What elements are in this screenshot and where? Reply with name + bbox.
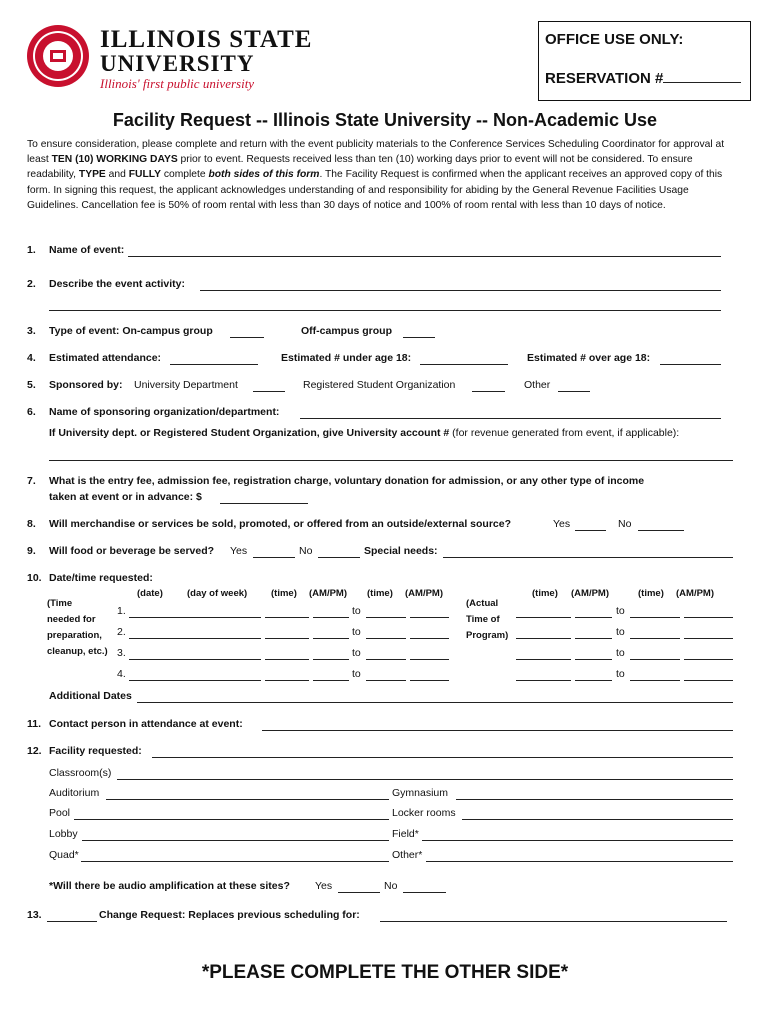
date-row-2-time[interactable] bbox=[265, 626, 309, 639]
q6-label: Name of sponsoring organization/department: bbox=[49, 406, 280, 418]
col-date: (date) bbox=[137, 588, 163, 599]
quad-label: Quad* bbox=[49, 849, 79, 861]
actual-row-1-ampm[interactable] bbox=[575, 605, 612, 618]
actual-row-4-ampm[interactable] bbox=[575, 668, 612, 681]
actual-row-4-end-time[interactable] bbox=[630, 668, 680, 681]
actual-row-2-to: to bbox=[616, 626, 625, 638]
field-field[interactable] bbox=[422, 828, 733, 841]
gymnasium-label: Gymnasium bbox=[392, 787, 449, 799]
actual-row-3-end-time[interactable] bbox=[630, 647, 680, 660]
date-row-3-number: 3. bbox=[117, 647, 126, 659]
reservation-label: RESERVATION # bbox=[545, 70, 741, 87]
pool-field[interactable] bbox=[74, 807, 389, 820]
entry-fee-field[interactable] bbox=[220, 491, 308, 504]
date-row-4-end-ampm[interactable] bbox=[410, 668, 449, 681]
q4-label: Estimated attendance: bbox=[49, 352, 162, 364]
actual-note-3: Program) bbox=[466, 630, 509, 641]
university-department-label: University Department bbox=[134, 379, 238, 391]
date-row-3-time[interactable] bbox=[265, 647, 309, 660]
actual-row-4-time[interactable] bbox=[516, 668, 571, 681]
over-18-field[interactable] bbox=[660, 352, 721, 365]
q1-label: Name of event: bbox=[49, 244, 125, 256]
under-18-label: Estimated # under age 18: bbox=[281, 352, 412, 364]
rso-label: Registered Student Organization bbox=[303, 379, 456, 391]
date-row-3-ampm[interactable] bbox=[313, 647, 349, 660]
logo-line-2: UNIVERSITY bbox=[100, 51, 255, 76]
facility-requested-field[interactable] bbox=[152, 745, 733, 758]
date-row-4-to: to bbox=[352, 668, 361, 680]
university-seal-icon bbox=[26, 24, 90, 88]
prep-note-3: preparation, bbox=[47, 630, 102, 641]
actual-row-1-end-time[interactable] bbox=[630, 605, 680, 618]
university-department-field[interactable] bbox=[253, 379, 285, 392]
date-row-2-end-time[interactable] bbox=[366, 626, 406, 639]
col-ampm-1: (AM/PM) bbox=[309, 588, 347, 599]
additional-dates-field[interactable] bbox=[137, 690, 733, 703]
q7-number: 7. bbox=[27, 475, 36, 487]
date-row-4-ampm[interactable] bbox=[313, 668, 349, 681]
col-day-of-week: (day of week) bbox=[187, 588, 248, 599]
q9-yes-field[interactable] bbox=[253, 545, 295, 558]
q4-number: 4. bbox=[27, 352, 36, 364]
audio-question: *Will there be audio amplification at these sites? bbox=[49, 880, 290, 892]
previous-scheduling-field[interactable] bbox=[380, 909, 727, 922]
q3-label: Type of event: On-campus group bbox=[49, 325, 213, 337]
page-title: Facility Request -- Illinois State University -- Non-Academic Use bbox=[112, 110, 658, 130]
q8-no-label: No bbox=[618, 518, 632, 530]
prep-note-4: cleanup, etc.) bbox=[47, 646, 108, 657]
q8-label: Will merchandise or services be sold, promoted, or offered from an outside/external source? bbox=[49, 518, 512, 530]
q2-number: 2. bbox=[27, 278, 36, 290]
event-name-field[interactable] bbox=[128, 244, 721, 257]
date-row-1-to: to bbox=[352, 605, 361, 617]
date-row-1-time[interactable] bbox=[265, 605, 309, 618]
change-request-field[interactable] bbox=[47, 909, 97, 922]
q7-label-1: What is the entry fee, admission fee, registration charge, voluntary donation for admission, or any other type of income bbox=[49, 475, 645, 487]
q8-number: 8. bbox=[27, 518, 36, 530]
actual-row-1-time[interactable] bbox=[516, 605, 571, 618]
date-row-2-to: to bbox=[352, 626, 361, 638]
actual-note-1: (Actual bbox=[466, 598, 499, 609]
actual-row-3-time[interactable] bbox=[516, 647, 571, 660]
actual-row-2-time[interactable] bbox=[516, 626, 571, 639]
lobby-field[interactable] bbox=[82, 828, 389, 841]
q9-no-field[interactable] bbox=[318, 545, 360, 558]
actual-note-2: Time of bbox=[466, 614, 500, 625]
date-row-2-end-ampm[interactable] bbox=[410, 626, 449, 639]
date-row-4-number: 4. bbox=[117, 668, 126, 680]
office-use-box bbox=[538, 21, 751, 101]
quad-field[interactable] bbox=[81, 849, 389, 862]
date-row-4-time[interactable] bbox=[265, 668, 309, 681]
date-row-2-date[interactable] bbox=[129, 626, 261, 639]
date-row-4-date[interactable] bbox=[129, 668, 261, 681]
rso-field[interactable] bbox=[472, 379, 505, 392]
audio-yes-label: Yes bbox=[315, 880, 333, 892]
locker-rooms-label: Locker rooms bbox=[392, 807, 456, 819]
actual-row-2-end-time[interactable] bbox=[630, 626, 680, 639]
actual-row-3-end-ampm[interactable] bbox=[684, 647, 733, 660]
actual-row-3-ampm[interactable] bbox=[575, 647, 612, 660]
actual-row-1-to: to bbox=[616, 605, 625, 617]
classroom-field[interactable] bbox=[117, 767, 733, 780]
q1-number: 1. bbox=[27, 244, 36, 256]
date-row-1-ampm[interactable] bbox=[313, 605, 349, 618]
special-needs-label: Special needs: bbox=[364, 545, 438, 557]
actual-row-4-to: to bbox=[616, 668, 625, 680]
university-logo bbox=[100, 28, 312, 92]
auditorium-label: Auditorium bbox=[49, 787, 100, 799]
q9-number: 9. bbox=[27, 545, 36, 557]
audio-no-label: No bbox=[384, 880, 398, 892]
q11-label: Contact person in attendance at event: bbox=[49, 718, 243, 730]
under-18-field[interactable] bbox=[420, 352, 508, 365]
q9-no-label: No bbox=[299, 545, 313, 557]
col-ampm-3: (AM/PM) bbox=[571, 588, 609, 599]
logo-line-1: ILLINOIS STATE bbox=[100, 26, 313, 53]
prep-note-1: (Time bbox=[47, 598, 73, 609]
prep-note-2: needed for bbox=[47, 614, 96, 625]
q9-yes-label: Yes bbox=[230, 545, 248, 557]
q6-number: 6. bbox=[27, 406, 36, 418]
date-row-1-end-time[interactable] bbox=[366, 605, 406, 618]
off-campus-label: Off-campus group bbox=[301, 325, 392, 337]
event-activity-field[interactable] bbox=[200, 278, 721, 291]
q9-label: Will food or beverage be served? bbox=[49, 545, 215, 557]
date-row-3-end-ampm[interactable] bbox=[410, 647, 449, 660]
other-facility-label: Other* bbox=[392, 849, 423, 861]
audio-yes-field[interactable] bbox=[338, 880, 380, 893]
date-row-2-number: 2. bbox=[117, 626, 126, 638]
date-row-3-end-time[interactable] bbox=[366, 647, 406, 660]
other-facility-field[interactable] bbox=[426, 849, 733, 862]
col-ampm-2: (AM/PM) bbox=[405, 588, 443, 599]
audio-no-field[interactable] bbox=[403, 880, 446, 893]
col-ampm-4: (AM/PM) bbox=[676, 588, 714, 599]
date-row-3-to: to bbox=[352, 647, 361, 659]
additional-dates-label: Additional Dates bbox=[49, 690, 132, 702]
q8-yes-field[interactable] bbox=[575, 518, 606, 531]
date-row-1-end-ampm[interactable] bbox=[410, 605, 449, 618]
complete-other-side-notice: *PLEASE COMPLETE THE OTHER SIDE* bbox=[201, 962, 569, 983]
gymnasium-field[interactable] bbox=[456, 787, 733, 800]
q7-label-2: taken at event or in advance: $ bbox=[49, 491, 202, 503]
actual-row-4-end-ampm[interactable] bbox=[684, 668, 733, 681]
q2-label: Describe the event activity: bbox=[49, 278, 185, 290]
account-number-label: If University dept. or Registered Student Organization, give University account # (for revenue generated from event, if applicable): bbox=[49, 427, 680, 439]
date-row-2-ampm[interactable] bbox=[313, 626, 349, 639]
date-row-1-number: 1. bbox=[117, 605, 126, 617]
other-sponsor-label: Other bbox=[524, 379, 551, 391]
logo-tagline: Illinois' first public university bbox=[100, 76, 255, 91]
account-number-field[interactable] bbox=[49, 448, 733, 461]
sponsoring-org-field[interactable] bbox=[300, 406, 721, 419]
q10-label: Date/time requested: bbox=[49, 572, 153, 584]
auditorium-field[interactable] bbox=[106, 787, 389, 800]
date-row-4-end-time[interactable] bbox=[366, 668, 406, 681]
col-time-1: (time) bbox=[271, 588, 297, 599]
other-sponsor-field[interactable] bbox=[558, 379, 590, 392]
col-time-4: (time) bbox=[638, 588, 664, 599]
col-time-2: (time) bbox=[367, 588, 393, 599]
office-use-label: OFFICE USE ONLY: bbox=[545, 31, 684, 48]
field-label: Field* bbox=[392, 828, 419, 840]
q8-no-field[interactable] bbox=[638, 518, 684, 531]
attendance-field[interactable] bbox=[170, 352, 258, 365]
date-row-3-date[interactable] bbox=[129, 647, 261, 660]
q10-number: 10. bbox=[27, 572, 42, 584]
q13-number: 13. bbox=[27, 909, 42, 921]
q8-yes-label: Yes bbox=[553, 518, 571, 530]
lobby-label: Lobby bbox=[49, 828, 78, 840]
date-row-1-date[interactable] bbox=[129, 605, 261, 618]
q5-number: 5. bbox=[27, 379, 36, 391]
q3-number: 3. bbox=[27, 325, 36, 337]
q5-label: Sponsored by: bbox=[49, 379, 123, 391]
actual-row-2-ampm[interactable] bbox=[575, 626, 612, 639]
actual-row-1-end-ampm[interactable] bbox=[684, 605, 733, 618]
pool-label: Pool bbox=[49, 807, 71, 819]
q12-label: Facility requested: bbox=[49, 745, 142, 757]
col-time-3: (time) bbox=[532, 588, 558, 599]
q11-number: 11. bbox=[27, 718, 42, 730]
locker-rooms-field[interactable] bbox=[462, 807, 733, 820]
off-campus-field[interactable] bbox=[403, 325, 435, 338]
q12-number: 12. bbox=[27, 745, 42, 757]
classroom-label: Classroom(s) bbox=[49, 767, 112, 779]
event-activity-field-2[interactable] bbox=[49, 298, 721, 311]
special-needs-field[interactable] bbox=[443, 545, 733, 558]
actual-row-2-end-ampm[interactable] bbox=[684, 626, 733, 639]
on-campus-field[interactable] bbox=[230, 325, 264, 338]
contact-person-field[interactable] bbox=[262, 718, 733, 731]
q13-label: Change Request: Replaces previous scheduling for: bbox=[99, 909, 360, 921]
over-18-label: Estimated # over age 18: bbox=[527, 352, 651, 364]
intro-paragraph: To ensure consideration, please complete and return with the event publicity materials to the Conference Services Scheduling Coordinator for approval at least TEN (10) WORKING DAYS prior to event. Requests received less than ten (10) working days prior to event will not be considered. To ensure readability, TYPE and FULLY complete both sides of this form. The Facility Request is confirmed when the applicant receives an approved copy of this form. In signing this request, the applicant acknowledges understanding of and responsibility for abiding by the General Revenue Facilities Usage Guidelines. Cancellation fee is 50% of room rental with less than 30 days of notice and 100% of room rental with less than 10 days of notice. bbox=[27, 139, 725, 211]
actual-row-3-to: to bbox=[616, 647, 625, 659]
